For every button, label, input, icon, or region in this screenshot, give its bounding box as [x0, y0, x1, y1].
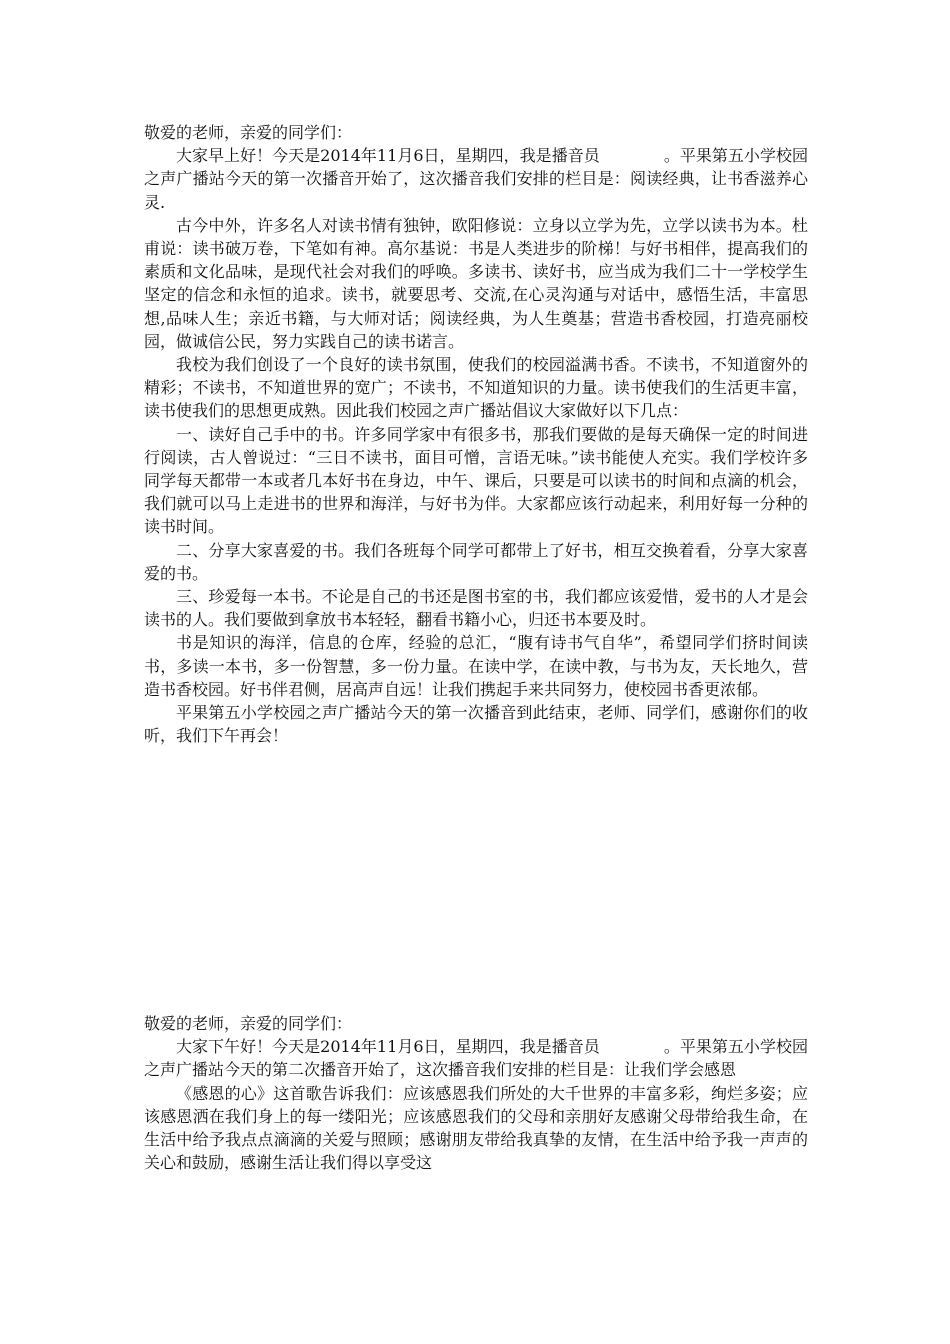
salutation: 敬爱的老师，亲爱的同学们： [144, 123, 353, 142]
paragraph-gratitude: 《感恩的心》这首歌告诉我们：应该感恩我们所处的大千世界的丰富多彩，绚烂多姿；应该感恩洒在我们身上的每一缕阳光；应该感恩我们的父母和亲朋好友感谢父母带给我生命，在生活中给予我点点滴滴的关爱与照顾；感谢朋友带给我真挚的友情，在生活中给予我一声声的关心和鼓励，感谢生活让我们得以享受这 [144, 1083, 808, 1173]
paragraph-closing: 平果第五小学校园之声广播站今天的第一次播音到此结束，老师、同学们，感谢你们的收听，我们下午再会！ [144, 703, 808, 746]
paragraph-famous-quotes: 古今中外，许多名人对读书情有独钟，欧阳修说：立身以立学为先，立学以读书为本。杜甫说：读书破万卷，下笔如有神。高尔基说：书是人类进步的阶梯！与好书相伴，提高我们的素质和文化品味，是现代社会对我们的呼唤。多读书、读好书，应当成为我们二十一学校学生坚定的信念和永恒的追求。读书，就要思考、交流,在心灵沟通与对话中，感悟生活，丰富思想,品味人生；亲近书籍，与大师对话；阅读经典，为人生奠基；营造书香校园，打造亮丽校园，做诚信公民，努力实践自己的读书诺言。 [144, 215, 808, 351]
paragraph-greeting: 大家下午好！今天是2014年11月6日，星期四，我是播音员 。平果第五小学校园之声广播站今天的第二次播音开始了，这次播音我们安排的栏目是：让我们学会感恩 [144, 1037, 808, 1080]
morning-broadcast-section [144, 121, 808, 747]
paragraph-conclusion: 书是知识的海洋，信息的仓库，经验的总汇，“腹有诗书气自华”，希望同学们挤时间读书，多读一本书，多一份智慧，多一份力量。在读中学，在读中教，与书为友，天长地久，营造书香校园。好书伴君侧，居高声自远！让我们携起手来共同努力，使校园书香更浓郁。 [144, 633, 808, 699]
paragraph-reading-atmosphere: 我校为我们创设了一个良好的读书氛围，使我们的校园溢满书香。不读书，不知道窗外的精彩；不读书，不知道世界的宽广；不读书，不知道知识的力量。读书使我们的生活更丰富，读书使我们的思想更成熟。因此我们校园之声广播站倡议大家做好以下几点： [144, 355, 808, 421]
paragraph-greeting: 大家早上好！今天是2014年11月6日，星期四，我是播音员 。平果第五小学校园之声广播站今天的第一次播音开始了，这次播音我们安排的栏目是：阅读经典，让书香滋养心灵. [144, 146, 808, 212]
salutation: 敬爱的老师，亲爱的同学们： [144, 1014, 353, 1033]
paragraph-point-two: 二、分享大家喜爱的书。我们各班每个同学可都带上了好书，相互交换着看，分享大家喜爱的书。 [144, 540, 808, 583]
paragraph-point-three: 三、珍爱每一本书。不论是自己的书还是图书室的书，我们都应该爱惜，爱书的人才是会读书的人。我们要做到拿放书本轻轻，翻看书籍小心，归还书本要及时。 [144, 587, 808, 630]
afternoon-broadcast-section [144, 1012, 808, 1174]
paragraph-point-one: 一、读好自己手中的书。许多同学家中有很多书，那我们要做的是每天确保一定的时间进行阅读，古人曾说过：“三日不读书，面目可憎，言语无味。”读书能使人充实。我们学校许多同学每天都带一本或者几本好书在身边，中午、课后，只要是可以读书的时间和点滴的机会，我们就可以马上走进书的世界和海洋，与好书为伴。大家都应该行动起来，利用好每一分种的读书时间。 [144, 424, 808, 537]
